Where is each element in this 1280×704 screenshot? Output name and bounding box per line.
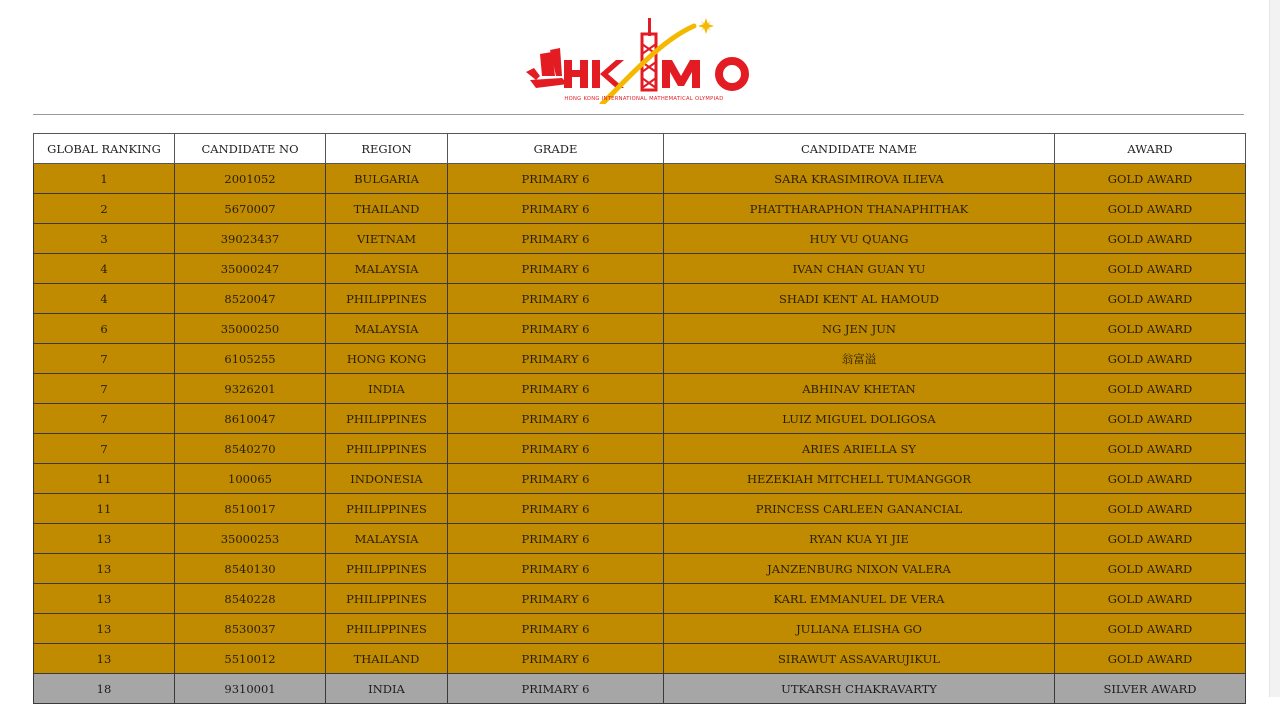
ranking-cell: 13 <box>34 644 175 674</box>
table-row <box>34 674 1246 704</box>
results-table-body <box>34 164 1246 704</box>
results-table <box>33 133 1246 704</box>
grade-cell: PRIMARY 6 <box>448 164 664 194</box>
grade-cell: PRIMARY 6 <box>448 524 664 554</box>
ranking-cell: 11 <box>34 464 175 494</box>
grade-cell: PRIMARY 6 <box>448 494 664 524</box>
col-global-ranking-header: GLOBAL RANKING <box>34 134 175 164</box>
candidate-name-cell: ARIES ARIELLA SY <box>664 434 1055 464</box>
award-cell: GOLD AWARD <box>1055 494 1246 524</box>
region-cell: PHILIPPINES <box>326 584 448 614</box>
award-cell: GOLD AWARD <box>1055 614 1246 644</box>
award-cell: SILVER AWARD <box>1055 674 1246 704</box>
header-divider <box>33 114 1244 115</box>
candidate-no-cell: 8540228 <box>175 584 326 614</box>
candidate-name-cell: HEZEKIAH MITCHELL TUMANGGOR <box>664 464 1055 494</box>
hkimo-logo-graphic <box>522 14 762 104</box>
candidate-no-cell: 35000250 <box>175 314 326 344</box>
candidate-name-cell: PRINCESS CARLEEN GANANCIAL <box>664 494 1055 524</box>
col-award-header: AWARD <box>1055 134 1246 164</box>
award-cell: GOLD AWARD <box>1055 344 1246 374</box>
candidate-no-cell: 8540130 <box>175 554 326 584</box>
table-row <box>34 164 1246 194</box>
grade-cell: PRIMARY 6 <box>448 404 664 434</box>
region-cell: BULGARIA <box>326 164 448 194</box>
col-candidate-no-header: CANDIDATE NO <box>175 134 326 164</box>
award-cell: GOLD AWARD <box>1055 284 1246 314</box>
grade-cell: PRIMARY 6 <box>448 584 664 614</box>
grade-cell: PRIMARY 6 <box>448 374 664 404</box>
candidate-no-cell: 39023437 <box>175 224 326 254</box>
ranking-cell: 7 <box>34 344 175 374</box>
region-cell: INDIA <box>326 674 448 704</box>
grade-cell: PRIMARY 6 <box>448 344 664 374</box>
candidate-no-cell: 8530037 <box>175 614 326 644</box>
candidate-name-cell: SHADI KENT AL HAMOUD <box>664 284 1055 314</box>
award-cell: GOLD AWARD <box>1055 464 1246 494</box>
ranking-cell: 3 <box>34 224 175 254</box>
ranking-cell: 4 <box>34 284 175 314</box>
ranking-cell: 2 <box>34 194 175 224</box>
region-cell: THAILAND <box>326 194 448 224</box>
table-row <box>34 584 1246 614</box>
candidate-no-cell: 5510012 <box>175 644 326 674</box>
table-row <box>34 464 1246 494</box>
table-row <box>34 404 1246 434</box>
award-cell: GOLD AWARD <box>1055 194 1246 224</box>
table-row <box>34 494 1246 524</box>
grade-cell: PRIMARY 6 <box>448 254 664 284</box>
candidate-no-cell: 8610047 <box>175 404 326 434</box>
region-cell: MALAYSIA <box>326 314 448 344</box>
candidate-no-cell: 8540270 <box>175 434 326 464</box>
candidate-no-cell: 35000247 <box>175 254 326 284</box>
page-header <box>0 0 1270 115</box>
award-cell: GOLD AWARD <box>1055 374 1246 404</box>
ranking-cell: 11 <box>34 494 175 524</box>
candidate-name-cell: HUY VU QUANG <box>664 224 1055 254</box>
candidate-name-cell: JULIANA ELISHA GO <box>664 614 1055 644</box>
candidate-no-cell: 35000253 <box>175 524 326 554</box>
candidate-name-cell: PHATTHARAPHON THANAPHITHAK <box>664 194 1055 224</box>
table-row <box>34 524 1246 554</box>
vertical-scrollbar[interactable] <box>1269 0 1280 697</box>
candidate-no-cell: 6105255 <box>175 344 326 374</box>
candidate-no-cell: 100065 <box>175 464 326 494</box>
ranking-cell: 7 <box>34 404 175 434</box>
ranking-cell: 13 <box>34 554 175 584</box>
ranking-cell: 7 <box>34 374 175 404</box>
col-region-header: REGION <box>326 134 448 164</box>
award-cell: GOLD AWARD <box>1055 254 1246 284</box>
region-cell: MALAYSIA <box>326 254 448 284</box>
region-cell: PHILIPPINES <box>326 614 448 644</box>
star-icon <box>698 18 714 34</box>
table-row <box>34 374 1246 404</box>
award-cell: GOLD AWARD <box>1055 164 1246 194</box>
ranking-cell: 4 <box>34 254 175 284</box>
col-grade-header: GRADE <box>448 134 664 164</box>
letter-h <box>564 60 588 88</box>
candidate-no-cell: 5670007 <box>175 194 326 224</box>
award-cell: GOLD AWARD <box>1055 314 1246 344</box>
ranking-cell: 13 <box>34 584 175 614</box>
letter-m <box>662 60 700 88</box>
grade-cell: PRIMARY 6 <box>448 224 664 254</box>
region-cell: HONG KONG <box>326 344 448 374</box>
region-cell: PHILIPPINES <box>326 494 448 524</box>
table-row <box>34 614 1246 644</box>
grade-cell: PRIMARY 6 <box>448 614 664 644</box>
table-row <box>34 314 1246 344</box>
table-row <box>34 224 1246 254</box>
candidate-no-cell: 9326201 <box>175 374 326 404</box>
grade-cell: PRIMARY 6 <box>448 464 664 494</box>
letter-o <box>719 61 745 87</box>
candidate-name-cell: ABHINAV KHETAN <box>664 374 1055 404</box>
grade-cell: PRIMARY 6 <box>448 314 664 344</box>
region-cell: PHILIPPINES <box>326 404 448 434</box>
candidate-name-cell: IVAN CHAN GUAN YU <box>664 254 1055 284</box>
region-cell: PHILIPPINES <box>326 554 448 584</box>
table-row <box>34 344 1246 374</box>
ranking-cell: 1 <box>34 164 175 194</box>
hkimo-logo <box>522 14 762 104</box>
candidate-name-cell: NG JEN JUN <box>664 314 1055 344</box>
candidate-no-cell: 2001052 <box>175 164 326 194</box>
grade-cell: PRIMARY 6 <box>448 194 664 224</box>
region-cell: THAILAND <box>326 644 448 674</box>
candidate-no-cell: 8510017 <box>175 494 326 524</box>
table-row <box>34 254 1246 284</box>
award-cell: GOLD AWARD <box>1055 404 1246 434</box>
region-cell: MALAYSIA <box>326 524 448 554</box>
table-row <box>34 434 1246 464</box>
table-row <box>34 644 1246 674</box>
candidate-name-cell: UTKARSH CHAKRAVARTY <box>664 674 1055 704</box>
region-cell: PHILIPPINES <box>326 434 448 464</box>
grade-cell: PRIMARY 6 <box>448 644 664 674</box>
candidate-name-cell: LUIZ MIGUEL DOLIGOSA <box>664 404 1055 434</box>
grade-cell: PRIMARY 6 <box>448 434 664 464</box>
region-cell: INDIA <box>326 374 448 404</box>
award-cell: GOLD AWARD <box>1055 584 1246 614</box>
results-table-header <box>34 134 1246 164</box>
header-row <box>34 134 1246 164</box>
grade-cell: PRIMARY 6 <box>448 554 664 584</box>
ranking-cell: 7 <box>34 434 175 464</box>
region-cell: INDONESIA <box>326 464 448 494</box>
ranking-cell: 13 <box>34 614 175 644</box>
award-cell: GOLD AWARD <box>1055 644 1246 674</box>
award-cell: GOLD AWARD <box>1055 434 1246 464</box>
candidate-name-cell: KARL EMMANUEL DE VERA <box>664 584 1055 614</box>
candidate-no-cell: 9310001 <box>175 674 326 704</box>
candidate-name-cell: SIRAWUT ASSAVARUJIKUL <box>664 644 1055 674</box>
ranking-cell: 18 <box>34 674 175 704</box>
candidate-no-cell: 8520047 <box>175 284 326 314</box>
award-cell: GOLD AWARD <box>1055 524 1246 554</box>
candidate-name-cell: SARA KRASIMIROVA ILIEVA <box>664 164 1055 194</box>
ranking-cell: 13 <box>34 524 175 554</box>
table-row <box>34 284 1246 314</box>
candidate-name-cell: 翁富溢 <box>664 344 1055 374</box>
candidate-name-cell: RYAN KUA YI JIE <box>664 524 1055 554</box>
col-candidate-name-header: CANDIDATE NAME <box>664 134 1055 164</box>
candidate-name-cell: JANZENBURG NIXON VALERA <box>664 554 1055 584</box>
region-cell: PHILIPPINES <box>326 284 448 314</box>
award-cell: GOLD AWARD <box>1055 554 1246 584</box>
region-cell: VIETNAM <box>326 224 448 254</box>
table-row <box>34 554 1246 584</box>
grade-cell: PRIMARY 6 <box>448 674 664 704</box>
junk-boat-icon <box>526 48 568 88</box>
award-cell: GOLD AWARD <box>1055 224 1246 254</box>
table-row <box>34 194 1246 224</box>
ranking-cell: 6 <box>34 314 175 344</box>
grade-cell: PRIMARY 6 <box>448 284 664 314</box>
logo-subtitle: HONG KONG INTERNATIONAL MATHEMATICAL OLYMPIAD <box>564 96 724 102</box>
